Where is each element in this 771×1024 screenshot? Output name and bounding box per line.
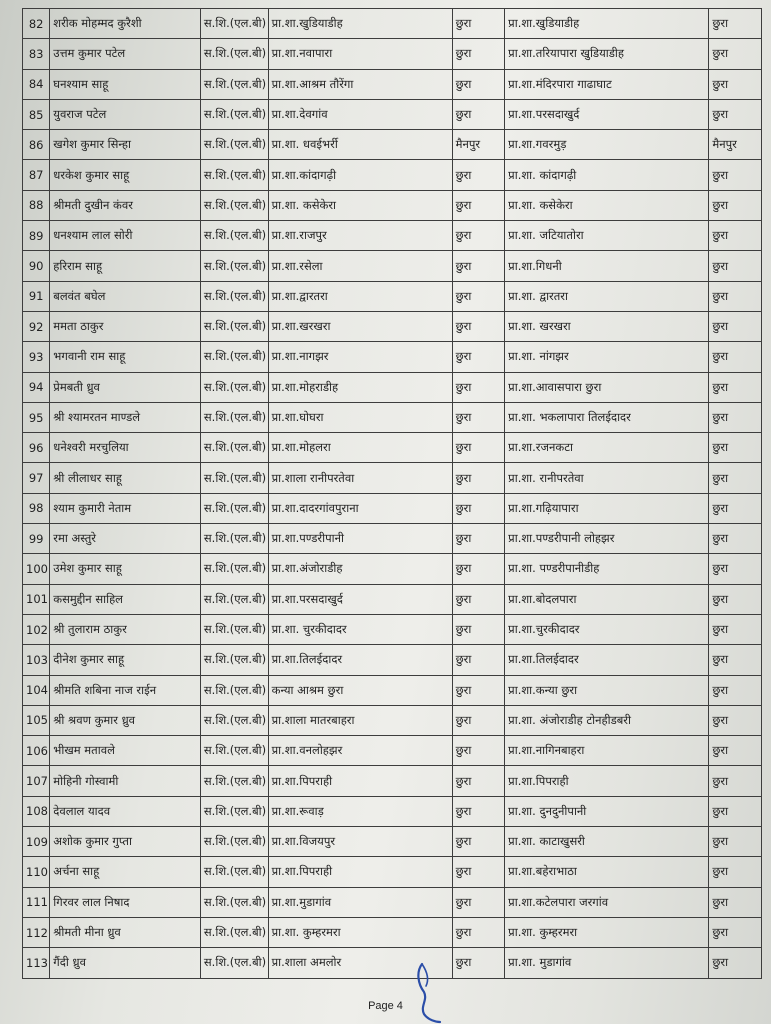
posted-school-cell: प्रा.शा.परसदाखुर्द — [505, 99, 709, 129]
table-row — [23, 342, 762, 372]
posted-block-cell: छुरा — [709, 372, 762, 402]
current-school-cell: प्रा.शा. कसेकेरा — [268, 190, 452, 220]
posted-block-cell: छुरा — [709, 39, 762, 69]
posted-school-cell: प्रा.शा. जटियातोरा — [505, 221, 709, 251]
current-school-cell: प्रा.शा.पण्डरीपानी — [268, 524, 452, 554]
teacher-name-cell: कसमुद्दीन साहिल — [50, 584, 201, 614]
table-row — [23, 130, 762, 160]
current-school-cell: प्रा.शा.पिपराही — [268, 766, 452, 796]
current-school-cell: प्रा.शाला अमलोर — [268, 948, 452, 978]
current-block-cell: छुरा — [452, 251, 505, 281]
posted-school-cell: प्रा.शा. दुनदुनीपानी — [505, 796, 709, 826]
teacher-name-cell: मोहिनी गोस्वामी — [50, 766, 201, 796]
transfer-table — [22, 8, 762, 979]
current-school-cell: प्रा.शा.तिलईदादर — [268, 645, 452, 675]
posted-school-cell: प्रा.शा.कन्या छुरा — [505, 675, 709, 705]
teacher-name-cell: खगेश कुमार सिन्हा — [50, 130, 201, 160]
current-block-cell: छुरा — [452, 705, 505, 735]
current-school-cell: प्रा.शा.नवापारा — [268, 39, 452, 69]
serial-number-cell: 94 — [23, 372, 50, 402]
posted-block-cell: छुरा — [709, 827, 762, 857]
teacher-name-cell: श्रीमति शबिना नाज राईन — [50, 675, 201, 705]
post-cell: स.शि.(एल.बी) — [200, 251, 268, 281]
posted-block-cell: छुरा — [709, 705, 762, 735]
table-row — [23, 827, 762, 857]
posted-block-cell: छुरा — [709, 736, 762, 766]
current-school-cell: प्रा.शा.खरखरा — [268, 311, 452, 341]
current-school-cell: प्रा.शा.परसदाखुर्द — [268, 584, 452, 614]
teacher-name-cell: उमेश कुमार साहू — [50, 554, 201, 584]
current-school-cell: प्रा.शा.देवगांव — [268, 99, 452, 129]
serial-number-cell: 89 — [23, 221, 50, 251]
posted-school-cell: प्रा.शा.नागिनबाहरा — [505, 736, 709, 766]
teacher-name-cell: धनेश्वरी मरचुलिया — [50, 433, 201, 463]
table-body — [23, 9, 762, 979]
posted-block-cell: छुरा — [709, 948, 762, 978]
posted-school-cell: प्रा.शा. कुम्हरमरा — [505, 917, 709, 947]
teacher-name-cell: प्रेमबती ध्रुव — [50, 372, 201, 402]
teacher-name-cell: बलवंत बघेल — [50, 281, 201, 311]
post-cell: स.शि.(एल.बी) — [200, 372, 268, 402]
post-cell: स.शि.(एल.बी) — [200, 524, 268, 554]
current-block-cell: छुरा — [452, 39, 505, 69]
current-block-cell: छुरा — [452, 766, 505, 796]
post-cell: स.शि.(एल.बी) — [200, 736, 268, 766]
teacher-name-cell: हरिराम साहू — [50, 251, 201, 281]
table-row — [23, 402, 762, 432]
post-cell: स.शि.(एल.बी) — [200, 827, 268, 857]
current-block-cell: छुरा — [452, 736, 505, 766]
posted-block-cell: छुरा — [709, 190, 762, 220]
serial-number-cell: 112 — [23, 917, 50, 947]
serial-number-cell: 91 — [23, 281, 50, 311]
posted-block-cell: छुरा — [709, 402, 762, 432]
table-row — [23, 160, 762, 190]
current-block-cell: छुरा — [452, 311, 505, 341]
table-row — [23, 9, 762, 39]
teacher-name-cell: देवलाल यादव — [50, 796, 201, 826]
serial-number-cell: 86 — [23, 130, 50, 160]
posted-school-cell: प्रा.शा.तरियापारा खुडियाडीह — [505, 39, 709, 69]
serial-number-cell: 102 — [23, 614, 50, 644]
current-school-cell: प्रा.शा.मोहलरा — [268, 433, 452, 463]
posted-school-cell: प्रा.शा. नांगझर — [505, 342, 709, 372]
post-cell: स.शि.(एल.बी) — [200, 645, 268, 675]
current-school-cell: प्रा.शा.अंजोराडीह — [268, 554, 452, 584]
serial-number-cell: 93 — [23, 342, 50, 372]
teacher-name-cell: धरकेश कुमार साहू — [50, 160, 201, 190]
post-cell: स.शि.(एल.बी) — [200, 160, 268, 190]
current-school-cell: प्रा.शा.मुडागांव — [268, 887, 452, 917]
current-block-cell: छुरा — [452, 554, 505, 584]
table-row — [23, 372, 762, 402]
current-block-cell: छुरा — [452, 160, 505, 190]
posted-block-cell: छुरा — [709, 766, 762, 796]
post-cell: स.शि.(एल.बी) — [200, 705, 268, 735]
current-school-cell: प्रा.शा.राजपुर — [268, 221, 452, 251]
posted-block-cell: छुरा — [709, 463, 762, 493]
posted-school-cell: प्रा.शा. कसेकेरा — [505, 190, 709, 220]
posted-block-cell: छुरा — [709, 584, 762, 614]
table-row — [23, 311, 762, 341]
teacher-name-cell: रमा अस्तुरे — [50, 524, 201, 554]
current-school-cell: प्रा.शा. कुम्हरमरा — [268, 917, 452, 947]
table-row — [23, 281, 762, 311]
current-block-cell: छुरा — [452, 917, 505, 947]
serial-number-cell: 110 — [23, 857, 50, 887]
teacher-name-cell: गैंदी ध्रुव — [50, 948, 201, 978]
current-school-cell: प्रा.शा.आश्रम तौरेंगा — [268, 69, 452, 99]
serial-number-cell: 111 — [23, 887, 50, 917]
table-row — [23, 99, 762, 129]
teacher-name-cell: श्रीमती मीना ध्रुव — [50, 917, 201, 947]
current-school-cell: प्रा.शा.रूवाड़ — [268, 796, 452, 826]
posted-block-cell: छुरा — [709, 342, 762, 372]
posted-school-cell: प्रा.शा.रजनकटा — [505, 433, 709, 463]
posted-school-cell: प्रा.शा. भकलापारा तिलईदादर — [505, 402, 709, 432]
posted-school-cell: प्रा.शा. पण्डरीपानीडीह — [505, 554, 709, 584]
teacher-name-cell: शरीक मोहम्मद कुरैशी — [50, 9, 201, 39]
table-row — [23, 948, 762, 978]
table-row — [23, 39, 762, 69]
current-school-cell: प्रा.शा.विजयपुर — [268, 827, 452, 857]
serial-number-cell: 96 — [23, 433, 50, 463]
post-cell: स.शि.(एल.बी) — [200, 463, 268, 493]
posted-school-cell: प्रा.शा.बोदलपारा — [505, 584, 709, 614]
current-block-cell: छुरा — [452, 190, 505, 220]
current-school-cell: प्रा.शा.नागझर — [268, 342, 452, 372]
post-cell: स.शि.(एल.बी) — [200, 433, 268, 463]
current-block-cell: छुरा — [452, 463, 505, 493]
post-cell: स.शि.(एल.बी) — [200, 221, 268, 251]
posted-block-cell: छुरा — [709, 69, 762, 99]
teacher-name-cell: युवराज पटेल — [50, 99, 201, 129]
posted-school-cell: प्रा.शा.पिपराही — [505, 766, 709, 796]
post-cell: स.शि.(एल.बी) — [200, 342, 268, 372]
current-block-cell: मैनपुर — [452, 130, 505, 160]
table-row — [23, 463, 762, 493]
current-block-cell: छुरा — [452, 887, 505, 917]
posted-block-cell: छुरा — [709, 221, 762, 251]
current-block-cell: छुरा — [452, 372, 505, 402]
post-cell: स.शि.(एल.बी) — [200, 554, 268, 584]
table-row — [23, 584, 762, 614]
posted-block-cell: छुरा — [709, 645, 762, 675]
page-number: Page 4 — [368, 1000, 403, 1012]
serial-number-cell: 106 — [23, 736, 50, 766]
posted-school-cell: प्रा.शा.गवरमुड़ — [505, 130, 709, 160]
posted-block-cell: मैनपुर — [709, 130, 762, 160]
post-cell: स.शि.(एल.बी) — [200, 917, 268, 947]
teacher-name-cell: श्री लीलाधर साहू — [50, 463, 201, 493]
current-school-cell: प्रा.शा.घोघरा — [268, 402, 452, 432]
current-block-cell: छुरा — [452, 948, 505, 978]
current-block-cell: छुरा — [452, 645, 505, 675]
posted-block-cell: छुरा — [709, 857, 762, 887]
posted-block-cell: छुरा — [709, 251, 762, 281]
current-block-cell: छुरा — [452, 9, 505, 39]
posted-school-cell: प्रा.शा. द्वारतरा — [505, 281, 709, 311]
posted-block-cell: छुरा — [709, 433, 762, 463]
current-school-cell: प्रा.शा.कांदागढ़ी — [268, 160, 452, 190]
teacher-name-cell: भीखम मतावले — [50, 736, 201, 766]
current-school-cell: प्रा.शाला मातरबाहरा — [268, 705, 452, 735]
table-row — [23, 917, 762, 947]
posted-school-cell: प्रा.शा.पण्डरीपानी लोहझर — [505, 524, 709, 554]
posted-school-cell: प्रा.शा.गिधनी — [505, 251, 709, 281]
teacher-name-cell: श्री श्यामरतन माण्डले — [50, 402, 201, 432]
post-cell: स.शि.(एल.बी) — [200, 9, 268, 39]
current-school-cell: प्रा.शा.द्वारतरा — [268, 281, 452, 311]
current-school-cell: प्रा.शाला रानीपरतेवा — [268, 463, 452, 493]
current-block-cell: छुरा — [452, 584, 505, 614]
serial-number-cell: 107 — [23, 766, 50, 796]
post-cell: स.शि.(एल.बी) — [200, 584, 268, 614]
post-cell: स.शि.(एल.बी) — [200, 887, 268, 917]
serial-number-cell: 90 — [23, 251, 50, 281]
current-block-cell: छुरा — [452, 675, 505, 705]
post-cell: स.शि.(एल.बी) — [200, 190, 268, 220]
post-cell: स.शि.(एल.बी) — [200, 69, 268, 99]
table-row — [23, 857, 762, 887]
serial-number-cell: 95 — [23, 402, 50, 432]
current-block-cell: छुरा — [452, 796, 505, 826]
teacher-name-cell: श्री तुलाराम ठाकुर — [50, 614, 201, 644]
table-row — [23, 69, 762, 99]
posted-block-cell: छुरा — [709, 554, 762, 584]
serial-number-cell: 92 — [23, 311, 50, 341]
table-row — [23, 705, 762, 735]
current-school-cell: प्रा.शा.वनलोहझर — [268, 736, 452, 766]
teacher-name-cell: अशोक कुमार गुप्ता — [50, 827, 201, 857]
posted-block-cell: छुरा — [709, 311, 762, 341]
post-cell: स.शि.(एल.बी) — [200, 130, 268, 160]
posted-school-cell: प्रा.शा. कांदागढ़ी — [505, 160, 709, 190]
post-cell: स.शि.(एल.बी) — [200, 402, 268, 432]
serial-number-cell: 109 — [23, 827, 50, 857]
table-row — [23, 736, 762, 766]
serial-number-cell: 108 — [23, 796, 50, 826]
posted-block-cell: छुरा — [709, 493, 762, 523]
post-cell: स.शि.(एल.बी) — [200, 614, 268, 644]
posted-school-cell: प्रा.शा. रानीपरतेवा — [505, 463, 709, 493]
posted-school-cell: प्रा.शा.कटेलपारा जरगांव — [505, 887, 709, 917]
post-cell: स.शि.(एल.बी) — [200, 675, 268, 705]
current-school-cell: कन्या आश्रम छुरा — [268, 675, 452, 705]
table-row — [23, 796, 762, 826]
teacher-name-cell: श्याम कुमारी नेताम — [50, 493, 201, 523]
table-row — [23, 675, 762, 705]
current-block-cell: छुरा — [452, 524, 505, 554]
current-school-cell: प्रा.शा. धवईभर्री — [268, 130, 452, 160]
table-row — [23, 554, 762, 584]
teacher-name-cell: भगवानी राम साहू — [50, 342, 201, 372]
table-row — [23, 433, 762, 463]
table-row — [23, 221, 762, 251]
serial-number-cell: 84 — [23, 69, 50, 99]
serial-number-cell: 85 — [23, 99, 50, 129]
post-cell: स.शि.(एल.बी) — [200, 311, 268, 341]
serial-number-cell: 100 — [23, 554, 50, 584]
posted-school-cell: प्रा.शा.बहेराभाठा — [505, 857, 709, 887]
serial-number-cell: 97 — [23, 463, 50, 493]
post-cell: स.शि.(एल.बी) — [200, 796, 268, 826]
posted-block-cell: छुरा — [709, 99, 762, 129]
post-cell: स.शि.(एल.बी) — [200, 766, 268, 796]
serial-number-cell: 105 — [23, 705, 50, 735]
current-school-cell: प्रा.शा. चुरकीदादर — [268, 614, 452, 644]
table-row — [23, 614, 762, 644]
post-cell: स.शि.(एल.बी) — [200, 857, 268, 887]
current-school-cell: प्रा.शा.मोहराडीह — [268, 372, 452, 402]
table-row — [23, 645, 762, 675]
table-row — [23, 251, 762, 281]
current-block-cell: छुरा — [452, 99, 505, 129]
current-block-cell: छुरा — [452, 342, 505, 372]
serial-number-cell: 104 — [23, 675, 50, 705]
teacher-name-cell: ममता ठाकुर — [50, 311, 201, 341]
teacher-name-cell: घनश्याम साहू — [50, 69, 201, 99]
current-block-cell: छुरा — [452, 402, 505, 432]
posted-block-cell: छुरा — [709, 9, 762, 39]
posted-block-cell: छुरा — [709, 675, 762, 705]
posted-school-cell: प्रा.शा. खरखरा — [505, 311, 709, 341]
post-cell: स.शि.(एल.बी) — [200, 948, 268, 978]
current-block-cell: छुरा — [452, 614, 505, 644]
serial-number-cell: 98 — [23, 493, 50, 523]
current-block-cell: छुरा — [452, 857, 505, 887]
serial-number-cell: 113 — [23, 948, 50, 978]
signature-mark — [412, 962, 442, 1024]
current-block-cell: छुरा — [452, 221, 505, 251]
current-school-cell: प्रा.शा.रसेला — [268, 251, 452, 281]
posted-block-cell: छुरा — [709, 281, 762, 311]
table-row — [23, 524, 762, 554]
posted-school-cell: प्रा.शा. काटाखुसरी — [505, 827, 709, 857]
current-block-cell: छुरा — [452, 493, 505, 523]
current-block-cell: छुरा — [452, 281, 505, 311]
serial-number-cell: 82 — [23, 9, 50, 39]
serial-number-cell: 87 — [23, 160, 50, 190]
posted-school-cell: प्रा.शा.चुरकीदादर — [505, 614, 709, 644]
current-block-cell: छुरा — [452, 69, 505, 99]
table-row — [23, 493, 762, 523]
teacher-name-cell: अर्चना साहू — [50, 857, 201, 887]
table-row — [23, 766, 762, 796]
post-cell: स.शि.(एल.बी) — [200, 493, 268, 523]
current-school-cell: प्रा.शा.पिपराही — [268, 857, 452, 887]
posted-block-cell: छुरा — [709, 887, 762, 917]
teacher-name-cell: धनश्याम लाल सोरी — [50, 221, 201, 251]
posted-school-cell: प्रा.शा.खुडियाडीह — [505, 9, 709, 39]
posted-school-cell: प्रा.शा. मुडागांव — [505, 948, 709, 978]
posted-school-cell: प्रा.शा. अंजोराडीह टोनहीडबरी — [505, 705, 709, 735]
teacher-name-cell: उत्तम कुमार पटेल — [50, 39, 201, 69]
posted-school-cell: प्रा.शा.मंदिरपारा गाढाघाट — [505, 69, 709, 99]
posted-school-cell: प्रा.शा.गढ़ियापारा — [505, 493, 709, 523]
current-school-cell: प्रा.शा.खुडियाडीह — [268, 9, 452, 39]
serial-number-cell: 99 — [23, 524, 50, 554]
posted-block-cell: छुरा — [709, 524, 762, 554]
current-block-cell: छुरा — [452, 827, 505, 857]
serial-number-cell: 101 — [23, 584, 50, 614]
table-row — [23, 190, 762, 220]
posted-block-cell: छुरा — [709, 796, 762, 826]
posted-school-cell: प्रा.शा.तिलईदादर — [505, 645, 709, 675]
teacher-name-cell: श्री श्रवण कुमार ध्रुव — [50, 705, 201, 735]
posted-block-cell: छुरा — [709, 917, 762, 947]
teacher-name-cell: दीनेश कुमार साहू — [50, 645, 201, 675]
posted-block-cell: छुरा — [709, 614, 762, 644]
teacher-name-cell: गिरवर लाल निषाद — [50, 887, 201, 917]
post-cell: स.शि.(एल.बी) — [200, 281, 268, 311]
post-cell: स.शि.(एल.बी) — [200, 99, 268, 129]
serial-number-cell: 103 — [23, 645, 50, 675]
current-school-cell: प्रा.शा.दादरगांवपुराना — [268, 493, 452, 523]
posted-school-cell: प्रा.शा.आवासपारा छुरा — [505, 372, 709, 402]
serial-number-cell: 88 — [23, 190, 50, 220]
teacher-name-cell: श्रीमती दुखीन कंवर — [50, 190, 201, 220]
post-cell: स.शि.(एल.बी) — [200, 39, 268, 69]
current-block-cell: छुरा — [452, 433, 505, 463]
serial-number-cell: 83 — [23, 39, 50, 69]
posted-block-cell: छुरा — [709, 160, 762, 190]
table-row — [23, 887, 762, 917]
